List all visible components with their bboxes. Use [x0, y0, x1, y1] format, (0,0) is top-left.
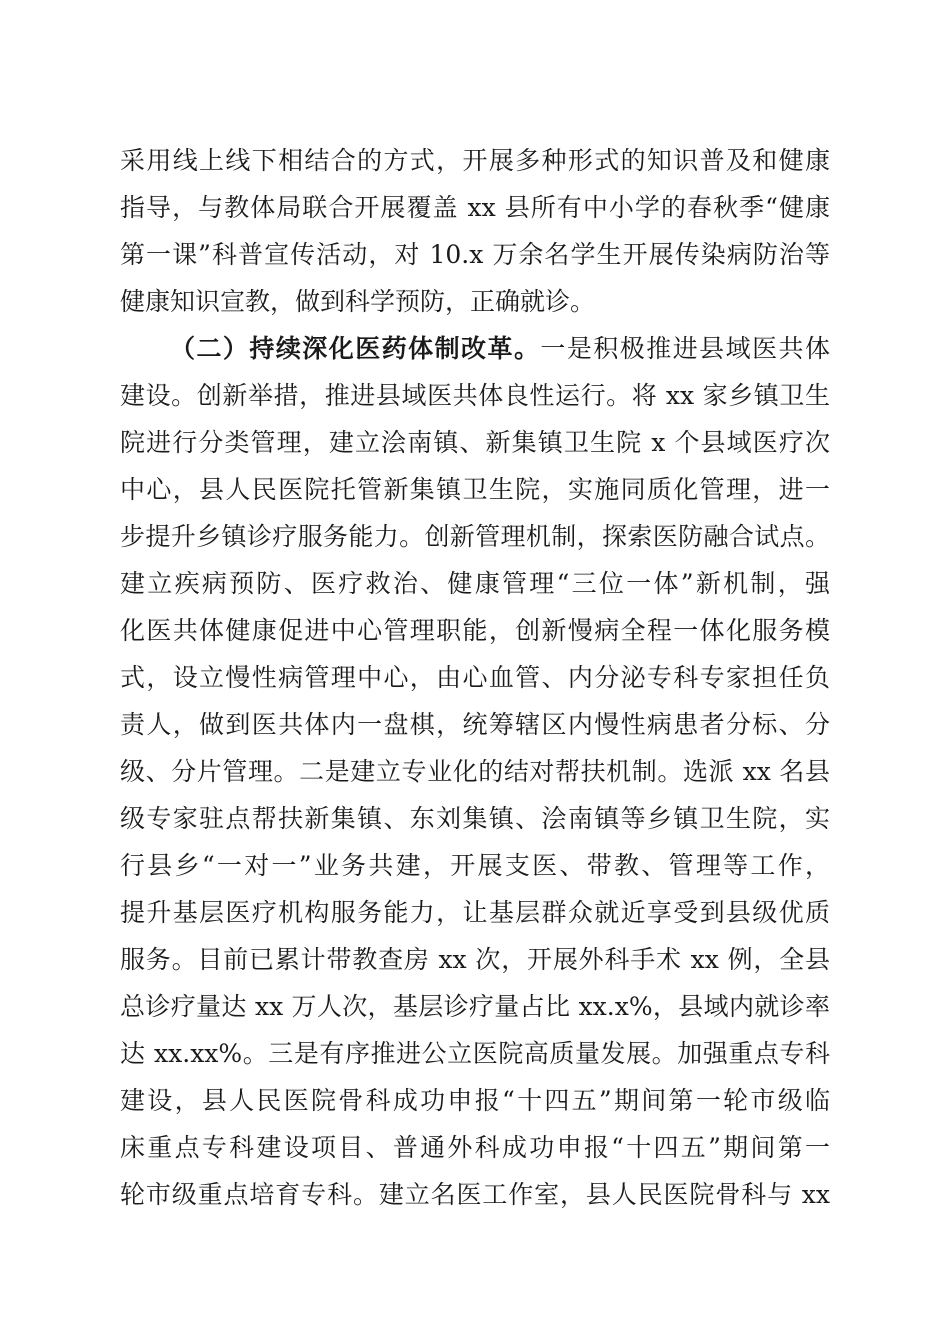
text-line: 化医共体健康促进中心管理职能，创新慢病全程一体化服务模	[120, 616, 830, 645]
text-line: 健康知识宣教，做到科学预防，正确就诊。	[120, 287, 596, 316]
text-span: 一是积极推进县域医共体	[540, 334, 830, 363]
text-line: 责人，做到医共体内一盘棋，统筹辖区内慢性病患者分标、分	[120, 710, 830, 739]
text-line: 提升基层医疗机构服务能力，让基层群众就近享受到县级优质	[120, 898, 830, 927]
text-line: 床重点专科建设项目、普通外科成功申报“十四五”期间第一	[120, 1133, 830, 1162]
text-line: 行县乡“一对一”业务共建，开展支医、带教、管理等工作，	[120, 851, 830, 880]
text-line: 级专家驻点帮扶新集镇、东刘集镇、浍南镇等乡镇卫生院，实	[120, 804, 830, 833]
text-line: 建设。创新举措，推进县域医共体良性运行。将 xx 家乡镇卫生	[120, 381, 830, 410]
text-line: 式，设立慢性病管理中心，由心血管、内分泌专科专家担任负	[120, 663, 830, 692]
text-line: 建设，县人民医院骨科成功申报“十四五”期间第一轮市级临	[120, 1086, 830, 1115]
paragraph-first-line	[170, 329, 830, 369]
text-line: 级、分片管理。二是建立专业化的结对帮扶机制。选派 xx 名县	[120, 757, 830, 786]
section-heading: （二）持续深化医药体制改革。	[170, 334, 541, 363]
text-line: 服务。目前已累计带教查房 xx 次，开展外科手术 xx 例，全县	[120, 945, 830, 974]
text-line: 中心，县人民医院托管新集镇卫生院，实施同质化管理，进一	[120, 475, 830, 504]
text-line: 达 xx.xx%。三是有序推进公立医院高质量发展。加强重点专科	[120, 1039, 830, 1068]
text-line: 步提升乡镇诊疗服务能力。创新管理机制，探索医防融合试点。	[120, 522, 830, 551]
text-line: 轮市级重点培育专科。建立名医工作室，县人民医院骨科与 xx	[120, 1180, 830, 1209]
text-line: 采用线上线下相结合的方式，开展多种形式的知识普及和健康	[120, 146, 830, 175]
text-line: 建立疾病预防、医疗救治、健康管理“三位一体”新机制，强	[120, 569, 830, 598]
text-line: 指导，与教体局联合开展覆盖 xx 县所有中小学的春秋季“健康	[120, 193, 830, 222]
text-line: 第一课”科普宣传活动，对 10.x 万余名学生开展传染病防治等	[120, 240, 830, 269]
text-line: 总诊疗量达 xx 万人次，基层诊疗量占比 xx.x%，县域内就诊率	[120, 992, 830, 1021]
text-line: 院进行分类管理，建立浍南镇、新集镇卫生院 x 个县域医疗次	[120, 428, 830, 457]
